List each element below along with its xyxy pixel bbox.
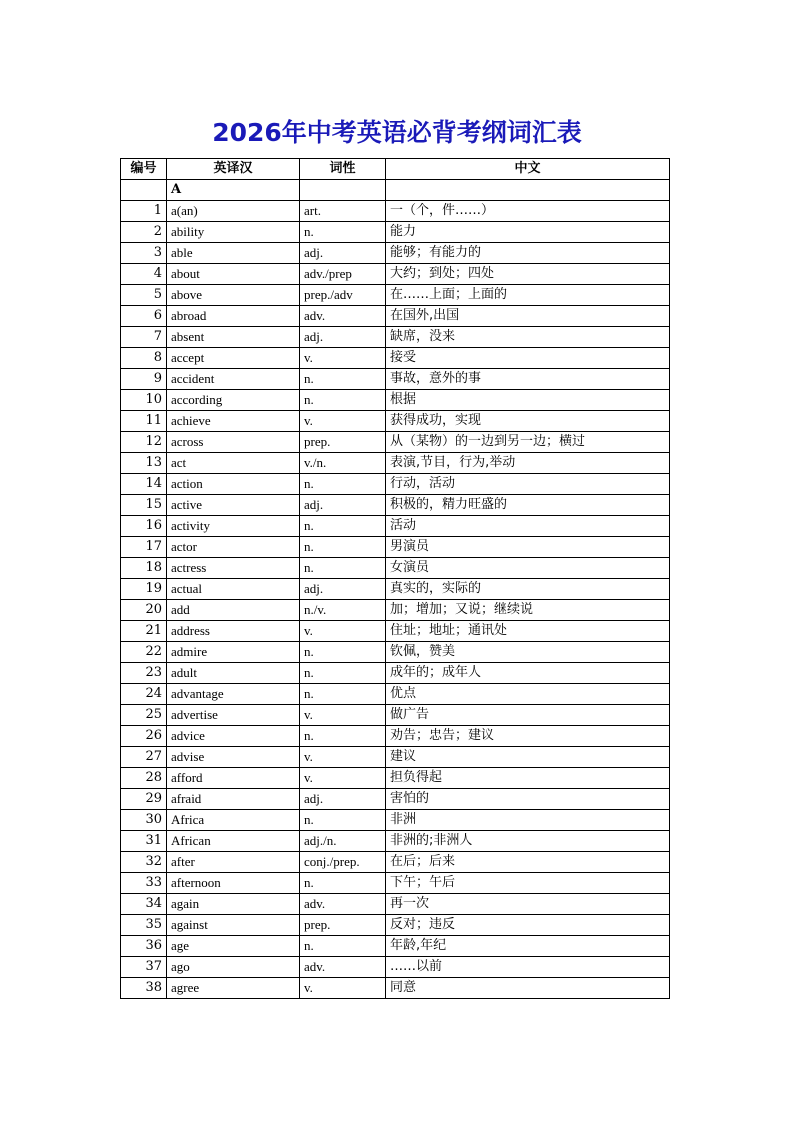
vocabulary-table — [120, 158, 670, 999]
word-english: actress — [167, 558, 300, 579]
header-part-of-speech: 词性 — [300, 159, 386, 180]
word-number: 24 — [121, 684, 167, 705]
word-english: act — [167, 453, 300, 474]
table-row — [121, 873, 670, 894]
word-chinese: 一（个，件……） — [386, 201, 670, 222]
table-row — [121, 285, 670, 306]
word-number: 1 — [121, 201, 167, 222]
word-english: again — [167, 894, 300, 915]
word-part-of-speech: v. — [300, 411, 386, 432]
word-chinese: 根据 — [386, 390, 670, 411]
word-part-of-speech: adv. — [300, 894, 386, 915]
word-number: 29 — [121, 789, 167, 810]
word-number: 28 — [121, 768, 167, 789]
table-row — [121, 684, 670, 705]
word-english: action — [167, 474, 300, 495]
word-part-of-speech: v./n. — [300, 453, 386, 474]
word-part-of-speech: adv. — [300, 957, 386, 978]
word-english: advice — [167, 726, 300, 747]
word-english: achieve — [167, 411, 300, 432]
word-number: 31 — [121, 831, 167, 852]
word-english: a(an) — [167, 201, 300, 222]
word-english: accident — [167, 369, 300, 390]
table-row — [121, 348, 670, 369]
word-chinese: 接受 — [386, 348, 670, 369]
word-part-of-speech: n. — [300, 537, 386, 558]
word-number: 19 — [121, 579, 167, 600]
word-english: advise — [167, 747, 300, 768]
table-row — [121, 621, 670, 642]
table-row — [121, 453, 670, 474]
word-english: ago — [167, 957, 300, 978]
word-chinese: 在后；后来 — [386, 852, 670, 873]
word-english: afraid — [167, 789, 300, 810]
word-number: 9 — [121, 369, 167, 390]
table-row — [121, 432, 670, 453]
word-number: 6 — [121, 306, 167, 327]
word-part-of-speech: n. — [300, 516, 386, 537]
word-english: against — [167, 915, 300, 936]
word-part-of-speech: adj. — [300, 243, 386, 264]
word-number: 16 — [121, 516, 167, 537]
word-number: 34 — [121, 894, 167, 915]
word-chinese: 反对；违反 — [386, 915, 670, 936]
word-part-of-speech: prep./adv — [300, 285, 386, 306]
word-chinese: 获得成功，实现 — [386, 411, 670, 432]
word-number: 21 — [121, 621, 167, 642]
word-english: age — [167, 936, 300, 957]
word-number: 20 — [121, 600, 167, 621]
word-english: about — [167, 264, 300, 285]
table-row — [121, 222, 670, 243]
word-number: 2 — [121, 222, 167, 243]
section-number-cell — [121, 180, 167, 201]
table-row — [121, 579, 670, 600]
word-chinese: 下午；午后 — [386, 873, 670, 894]
word-chinese: 住址；地址；通讯处 — [386, 621, 670, 642]
table-row — [121, 243, 670, 264]
word-part-of-speech: v. — [300, 978, 386, 999]
word-english: adult — [167, 663, 300, 684]
table-row — [121, 537, 670, 558]
word-number: 23 — [121, 663, 167, 684]
section-zh-cell — [386, 180, 670, 201]
table-row — [121, 705, 670, 726]
word-chinese: 女演员 — [386, 558, 670, 579]
word-chinese: 做广告 — [386, 705, 670, 726]
word-chinese: 真实的，实际的 — [386, 579, 670, 600]
table-row — [121, 810, 670, 831]
word-part-of-speech: adj. — [300, 789, 386, 810]
section-pos-cell — [300, 180, 386, 201]
word-part-of-speech: n. — [300, 390, 386, 411]
word-number: 11 — [121, 411, 167, 432]
table-row — [121, 369, 670, 390]
word-chinese: 劝告；忠告；建议 — [386, 726, 670, 747]
word-english: add — [167, 600, 300, 621]
word-part-of-speech: adj. — [300, 579, 386, 600]
word-number: 32 — [121, 852, 167, 873]
word-english: ability — [167, 222, 300, 243]
table-row — [121, 915, 670, 936]
word-chinese: 男演员 — [386, 537, 670, 558]
word-number: 36 — [121, 936, 167, 957]
word-chinese: 非洲的;非洲人 — [386, 831, 670, 852]
word-part-of-speech: n./v. — [300, 600, 386, 621]
word-english: activity — [167, 516, 300, 537]
word-part-of-speech: n. — [300, 873, 386, 894]
word-number: 22 — [121, 642, 167, 663]
word-chinese: 成年的；成年人 — [386, 663, 670, 684]
word-number: 7 — [121, 327, 167, 348]
word-chinese: 在……上面；上面的 — [386, 285, 670, 306]
word-chinese: 再一次 — [386, 894, 670, 915]
table-row — [121, 831, 670, 852]
word-part-of-speech: v. — [300, 621, 386, 642]
word-number: 38 — [121, 978, 167, 999]
table-row — [121, 474, 670, 495]
word-part-of-speech: n. — [300, 663, 386, 684]
table-row — [121, 306, 670, 327]
word-chinese: 害怕的 — [386, 789, 670, 810]
word-part-of-speech: adj. — [300, 495, 386, 516]
word-chinese: 钦佩，赞美 — [386, 642, 670, 663]
word-chinese: 从（某物）的一边到另一边；横过 — [386, 432, 670, 453]
section-row — [121, 180, 670, 201]
word-chinese: ……以前 — [386, 957, 670, 978]
table-row — [121, 201, 670, 222]
word-english: agree — [167, 978, 300, 999]
word-english: advertise — [167, 705, 300, 726]
word-part-of-speech: n. — [300, 810, 386, 831]
word-chinese: 缺席，没来 — [386, 327, 670, 348]
word-english: after — [167, 852, 300, 873]
table-row — [121, 558, 670, 579]
word-number: 8 — [121, 348, 167, 369]
word-english: afford — [167, 768, 300, 789]
table-row — [121, 390, 670, 411]
table-row — [121, 747, 670, 768]
word-english: active — [167, 495, 300, 516]
table-header-row — [121, 159, 670, 180]
word-number: 4 — [121, 264, 167, 285]
word-part-of-speech: v. — [300, 768, 386, 789]
word-number: 18 — [121, 558, 167, 579]
word-chinese: 能力 — [386, 222, 670, 243]
word-chinese: 在国外,出国 — [386, 306, 670, 327]
table-row — [121, 264, 670, 285]
table-row — [121, 495, 670, 516]
word-chinese: 能够；有能力的 — [386, 243, 670, 264]
word-number: 26 — [121, 726, 167, 747]
word-part-of-speech: adj./n. — [300, 831, 386, 852]
word-chinese: 优点 — [386, 684, 670, 705]
word-part-of-speech: n. — [300, 222, 386, 243]
word-part-of-speech: prep. — [300, 432, 386, 453]
word-number: 37 — [121, 957, 167, 978]
word-part-of-speech: art. — [300, 201, 386, 222]
page-title: 2026年中考英语必背考纲词汇表 — [212, 118, 582, 147]
word-number: 10 — [121, 390, 167, 411]
table-row — [121, 600, 670, 621]
word-part-of-speech: v. — [300, 705, 386, 726]
word-chinese: 非洲 — [386, 810, 670, 831]
word-part-of-speech: n. — [300, 936, 386, 957]
table-row — [121, 642, 670, 663]
word-chinese: 建议 — [386, 747, 670, 768]
word-chinese: 同意 — [386, 978, 670, 999]
word-chinese: 年龄,年纪 — [386, 936, 670, 957]
word-english: African — [167, 831, 300, 852]
word-english: above — [167, 285, 300, 306]
table-row — [121, 726, 670, 747]
word-number: 14 — [121, 474, 167, 495]
word-english: accept — [167, 348, 300, 369]
table-row — [121, 936, 670, 957]
section-letter: A — [167, 180, 300, 201]
word-part-of-speech: n. — [300, 558, 386, 579]
word-english: across — [167, 432, 300, 453]
table-row — [121, 411, 670, 432]
word-number: 5 — [121, 285, 167, 306]
table-row — [121, 516, 670, 537]
word-number: 17 — [121, 537, 167, 558]
word-part-of-speech: adv./prep — [300, 264, 386, 285]
word-english: advantage — [167, 684, 300, 705]
word-part-of-speech: conj./prep. — [300, 852, 386, 873]
table-row — [121, 768, 670, 789]
word-chinese: 行动，活动 — [386, 474, 670, 495]
word-chinese: 活动 — [386, 516, 670, 537]
word-number: 13 — [121, 453, 167, 474]
word-english: actual — [167, 579, 300, 600]
word-part-of-speech: adv. — [300, 306, 386, 327]
word-english: absent — [167, 327, 300, 348]
word-number: 30 — [121, 810, 167, 831]
word-part-of-speech: n. — [300, 726, 386, 747]
table-row — [121, 894, 670, 915]
header-number: 编号 — [121, 159, 167, 180]
word-part-of-speech: n. — [300, 684, 386, 705]
word-english: according — [167, 390, 300, 411]
table-row — [121, 852, 670, 873]
word-chinese: 担负得起 — [386, 768, 670, 789]
word-chinese: 大约；到处；四处 — [386, 264, 670, 285]
word-number: 35 — [121, 915, 167, 936]
word-part-of-speech: v. — [300, 747, 386, 768]
table-row — [121, 957, 670, 978]
word-number: 15 — [121, 495, 167, 516]
table-row — [121, 663, 670, 684]
word-part-of-speech: n. — [300, 642, 386, 663]
table-row — [121, 327, 670, 348]
word-english: abroad — [167, 306, 300, 327]
table-row — [121, 978, 670, 999]
word-english: able — [167, 243, 300, 264]
word-part-of-speech: n. — [300, 474, 386, 495]
table-row — [121, 789, 670, 810]
header-chinese: 中文 — [386, 159, 670, 180]
word-chinese: 加；增加；又说；继续说 — [386, 600, 670, 621]
word-part-of-speech: adj. — [300, 327, 386, 348]
word-part-of-speech: prep. — [300, 915, 386, 936]
word-english: admire — [167, 642, 300, 663]
word-number: 3 — [121, 243, 167, 264]
word-chinese: 表演,节目，行为,举动 — [386, 453, 670, 474]
word-number: 33 — [121, 873, 167, 894]
word-chinese: 事故，意外的事 — [386, 369, 670, 390]
word-english: Africa — [167, 810, 300, 831]
word-english: address — [167, 621, 300, 642]
word-chinese: 积极的，精力旺盛的 — [386, 495, 670, 516]
header-english: 英译汉 — [167, 159, 300, 180]
word-number: 25 — [121, 705, 167, 726]
word-number: 27 — [121, 747, 167, 768]
word-part-of-speech: n. — [300, 369, 386, 390]
word-english: afternoon — [167, 873, 300, 894]
word-number: 12 — [121, 432, 167, 453]
word-part-of-speech: v. — [300, 348, 386, 369]
word-english: actor — [167, 537, 300, 558]
